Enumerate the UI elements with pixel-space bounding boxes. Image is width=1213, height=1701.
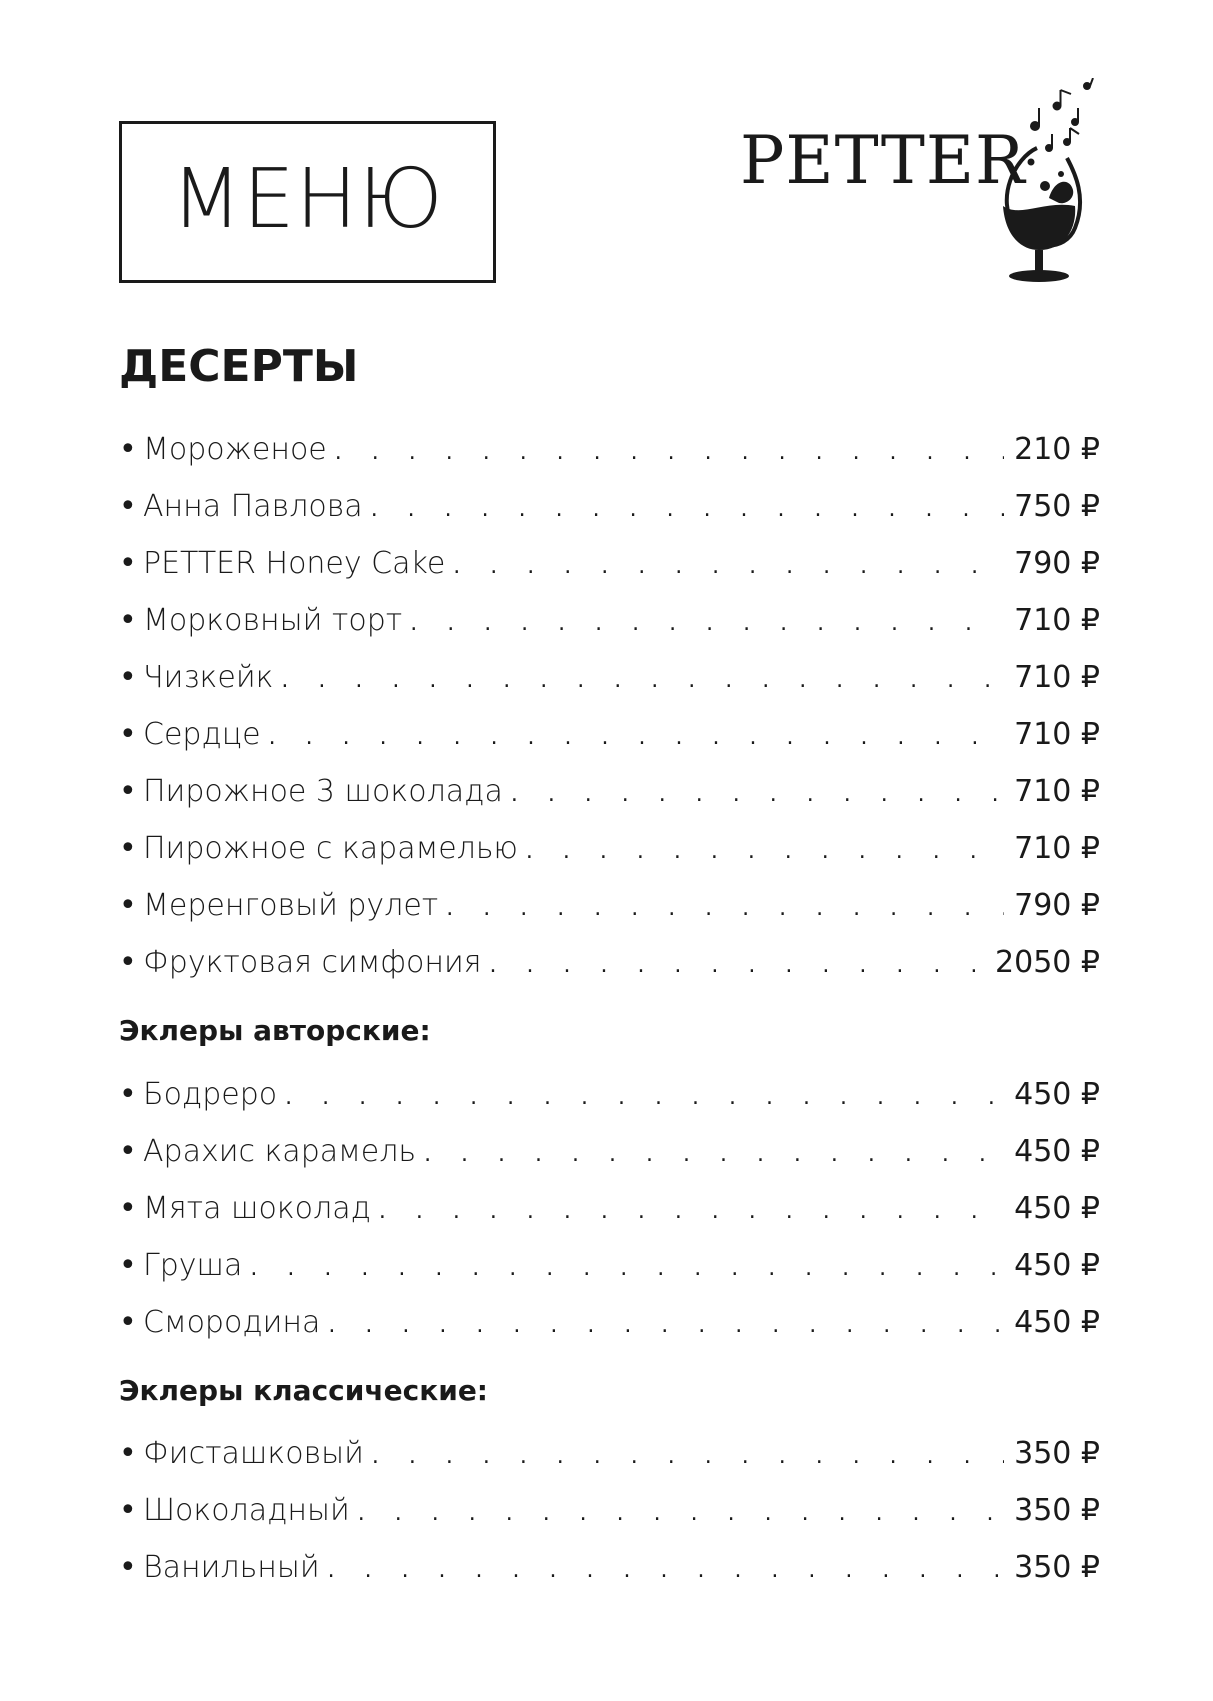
list-item: [119, 1294, 1100, 1351]
item-price: 710 ₽: [1014, 774, 1100, 809]
item-name: Морковный торт: [143, 603, 403, 638]
subsection-title-classic-eclairs: Эклеры классические:: [119, 1374, 489, 1407]
classic-eclairs-list: [119, 1425, 1100, 1596]
list-item: [119, 1482, 1100, 1539]
menu-title-box: [119, 121, 496, 283]
petter-logo: [740, 78, 1120, 310]
item-name: Смородина: [143, 1305, 321, 1340]
item-name: Ванильный: [143, 1550, 320, 1585]
item-price: 2050 ₽: [995, 945, 1100, 980]
list-item: [119, 478, 1100, 535]
item-name: Мята шоколад: [143, 1191, 371, 1226]
desserts-list: [119, 421, 1100, 991]
list-item: [119, 1237, 1100, 1294]
list-item: [119, 1539, 1100, 1596]
bullet: •: [119, 1134, 137, 1169]
bullet: •: [119, 660, 137, 695]
bullet: •: [119, 546, 137, 581]
list-item: [119, 934, 1100, 991]
item-name: Меренговый рулет: [143, 888, 439, 923]
list-item: [119, 1425, 1100, 1482]
dot-leader: [511, 766, 1004, 823]
dot-leader: [526, 823, 1004, 880]
item-price: 450 ₽: [1014, 1191, 1100, 1226]
item-price: 450 ₽: [1014, 1134, 1100, 1169]
list-item: [119, 820, 1100, 877]
list-item: [119, 1066, 1100, 1123]
dot-leader: [328, 1542, 1005, 1599]
item-price: 710 ₽: [1014, 717, 1100, 752]
item-price: 790 ₽: [1014, 888, 1100, 923]
bullet: •: [119, 1436, 137, 1471]
list-item: [119, 421, 1100, 478]
item-price: 750 ₽: [1014, 489, 1100, 524]
bullet: •: [119, 888, 137, 923]
list-item: [119, 535, 1100, 592]
bullet: •: [119, 1493, 137, 1528]
item-price: 350 ₽: [1014, 1550, 1100, 1585]
dot-leader: [379, 1183, 1004, 1240]
bullet: •: [119, 489, 137, 524]
list-item: [119, 592, 1100, 649]
item-name: Шоколадный: [143, 1493, 350, 1528]
item-name: Бодреро: [143, 1077, 278, 1112]
item-name: Фруктовая симфония: [143, 945, 482, 980]
item-name: Пирожное с карамелью: [143, 831, 518, 866]
dot-leader: [490, 937, 986, 994]
dot-leader: [453, 538, 1004, 595]
bullet: •: [119, 603, 137, 638]
dot-leader: [281, 652, 1004, 709]
list-item: [119, 1123, 1100, 1180]
item-name: Арахис карамель: [143, 1134, 417, 1169]
list-item: [119, 706, 1100, 763]
wine-glass-icon: [975, 78, 1115, 308]
dot-leader: [424, 1126, 1004, 1183]
item-name: Чизкейк: [143, 660, 274, 695]
item-price: 210 ₽: [1014, 432, 1100, 467]
dot-leader: [250, 1240, 1004, 1297]
item-price: 350 ₽: [1014, 1493, 1100, 1528]
item-price: 710 ₽: [1014, 603, 1100, 638]
item-price: 450 ₽: [1014, 1305, 1100, 1340]
author-eclairs-list: [119, 1066, 1100, 1351]
subsection-title-author-eclairs: Эклеры авторские:: [119, 1014, 431, 1047]
bullet: •: [119, 774, 137, 809]
bullet: •: [119, 945, 137, 980]
dot-leader: [358, 1485, 1004, 1542]
bullet: •: [119, 432, 137, 467]
section-title-desserts: ДЕСЕРТЫ: [119, 341, 359, 392]
item-name: Сердце: [143, 717, 261, 752]
bullet: •: [119, 717, 137, 752]
item-name: Пирожное 3 шоколада: [143, 774, 503, 809]
item-name: Фисташковый: [143, 1436, 364, 1471]
dot-leader: [410, 595, 1004, 652]
item-name: Анна Павлова: [143, 489, 363, 524]
dot-leader: [285, 1069, 1004, 1126]
dot-leader: [328, 1297, 1004, 1354]
item-price: 710 ₽: [1014, 660, 1100, 695]
logo-text: PETTER: [740, 122, 1026, 199]
bullet: •: [119, 1305, 137, 1340]
item-price: 450 ₽: [1014, 1248, 1100, 1283]
bullet: •: [119, 1550, 137, 1585]
item-price: 710 ₽: [1014, 831, 1100, 866]
item-name: Груша: [143, 1248, 243, 1283]
item-price: 450 ₽: [1014, 1077, 1100, 1112]
dot-leader: [371, 481, 1004, 538]
dot-leader: [372, 1428, 1004, 1485]
item-price: 790 ₽: [1014, 546, 1100, 581]
list-item: [119, 877, 1100, 934]
bullet: •: [119, 831, 137, 866]
dot-leader: [335, 424, 1004, 481]
list-item: [119, 763, 1100, 820]
menu-title: МЕНЮ: [171, 152, 444, 247]
list-item: [119, 649, 1100, 706]
dot-leader: [269, 709, 1004, 766]
bullet: •: [119, 1248, 137, 1283]
dot-leader: [446, 880, 1004, 937]
item-price: 350 ₽: [1014, 1436, 1100, 1471]
bullet: •: [119, 1077, 137, 1112]
item-name: PETTER Honey Cake: [143, 546, 446, 581]
item-name: Мороженое: [143, 432, 327, 467]
list-item: [119, 1180, 1100, 1237]
bullet: •: [119, 1191, 137, 1226]
